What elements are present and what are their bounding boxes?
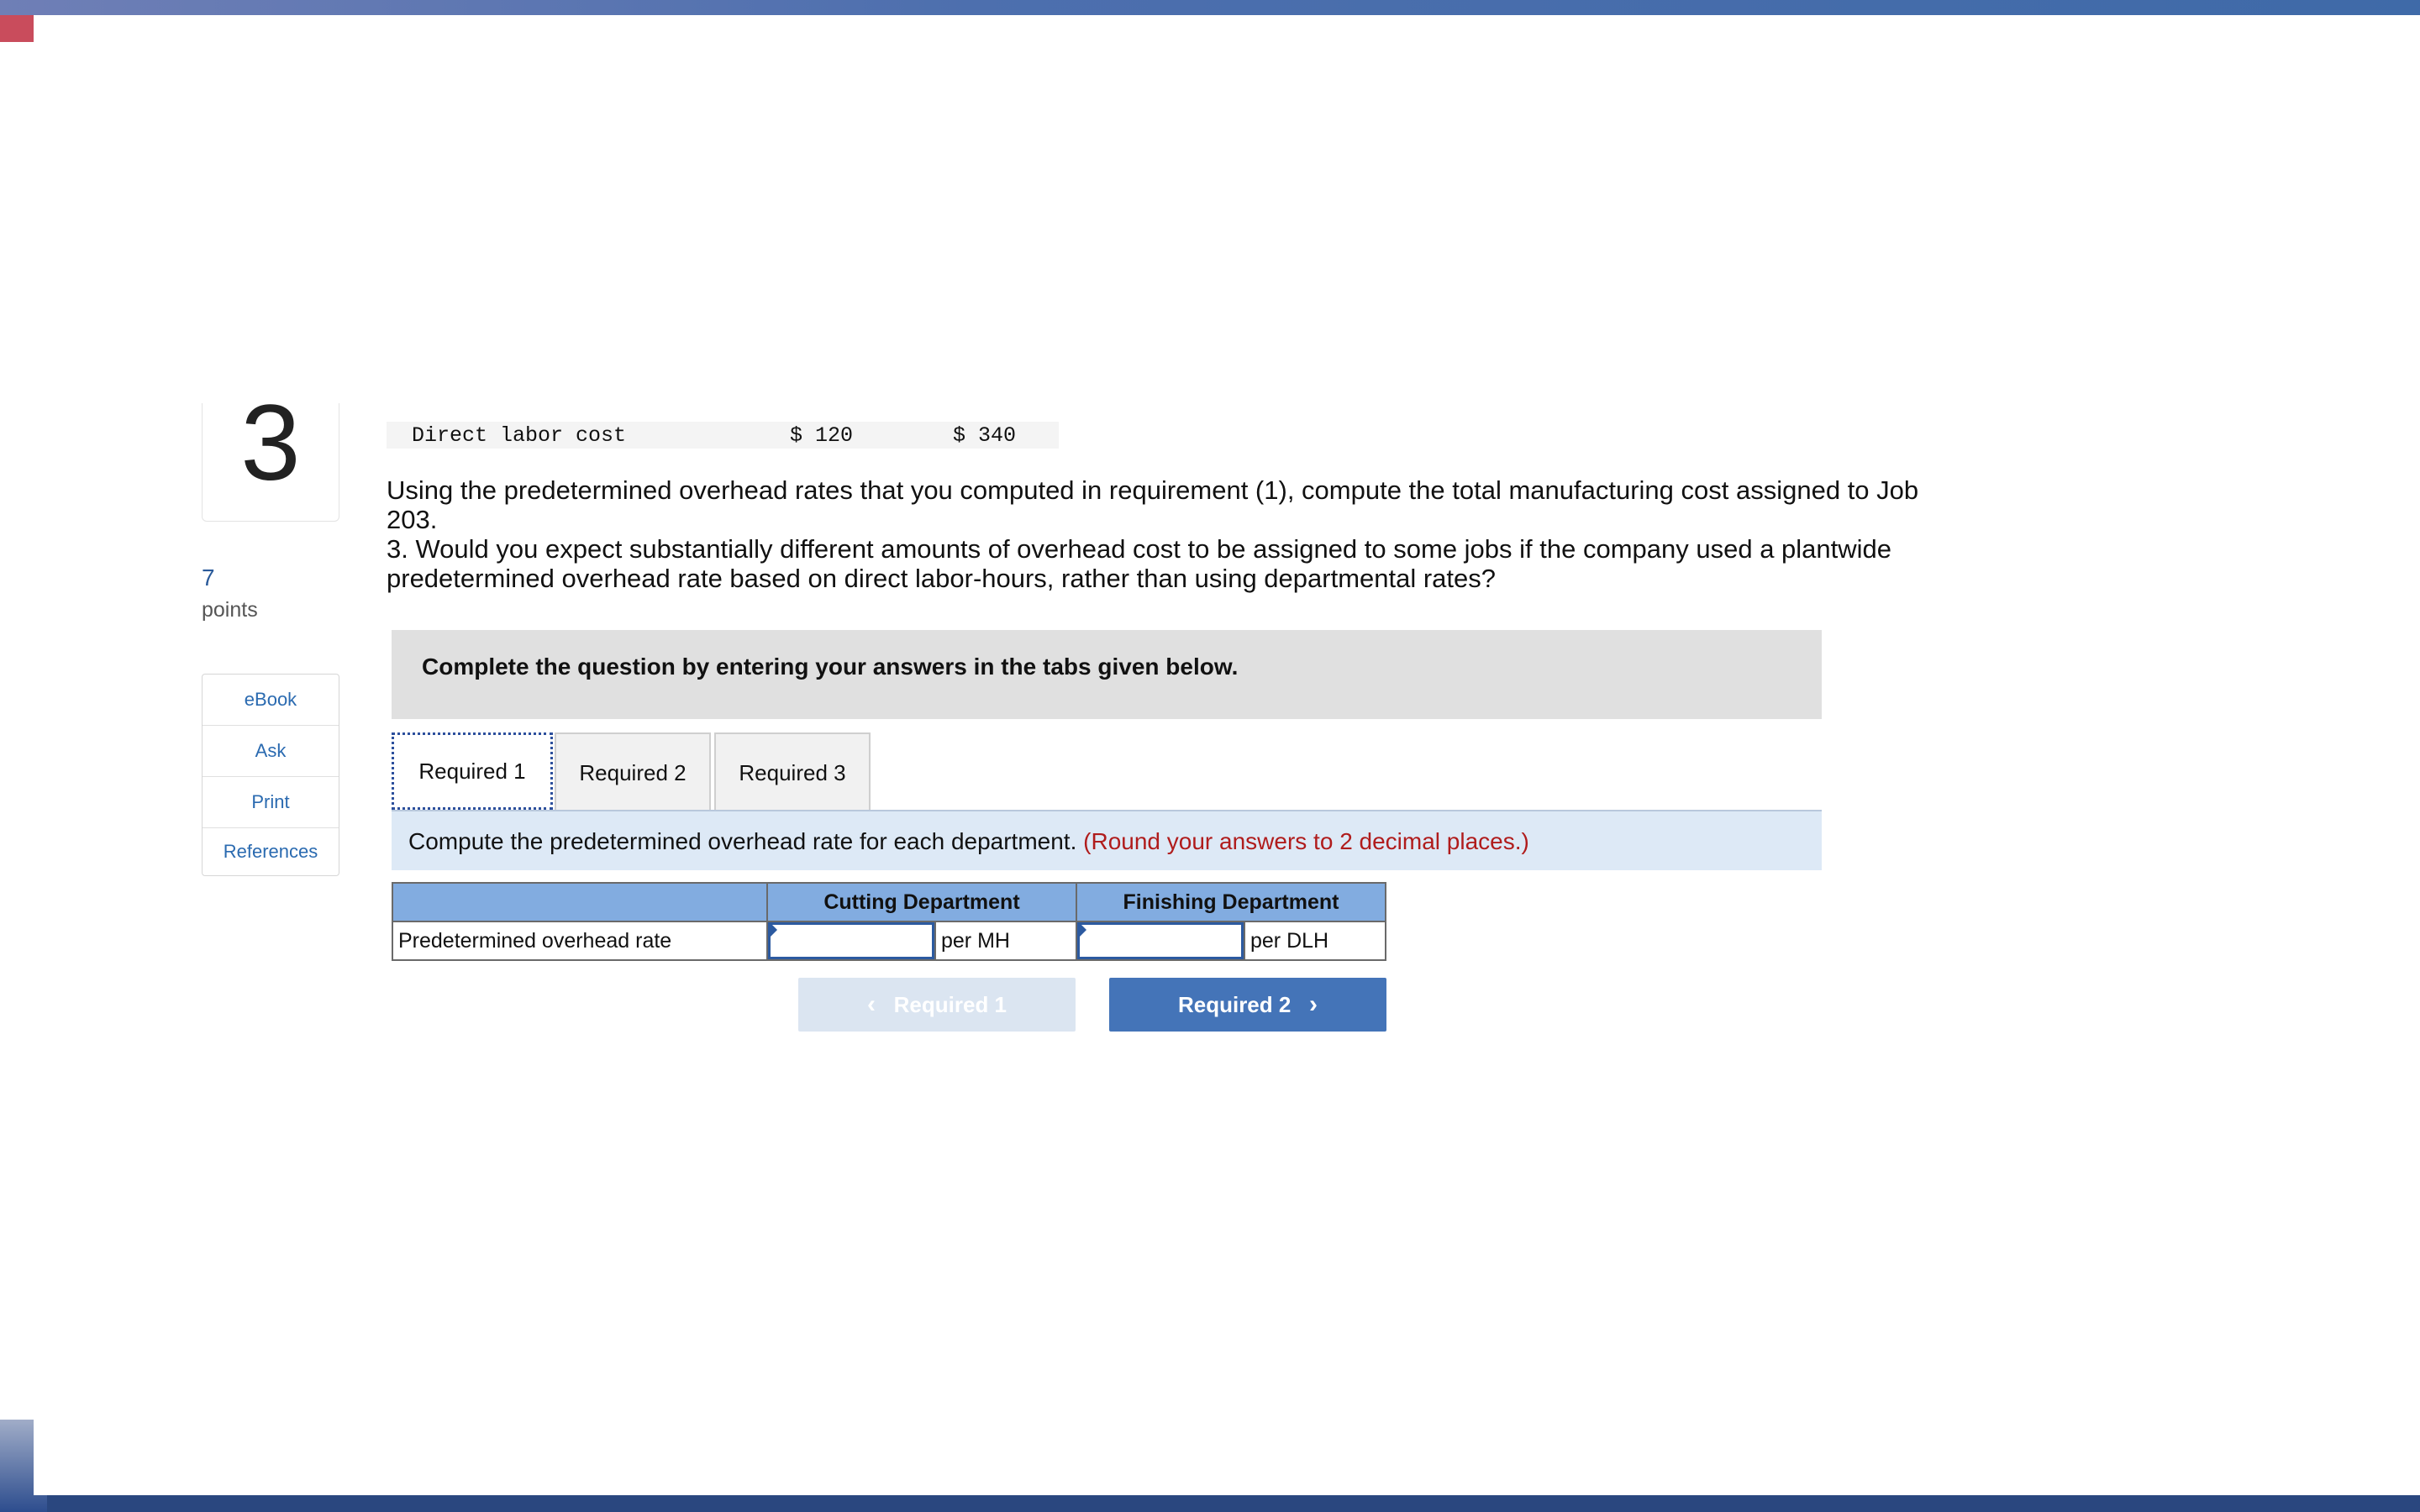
references-link[interactable]: References	[223, 841, 318, 862]
requirement-prompt: Compute the predetermined overhead rate for each department.	[408, 828, 1077, 854]
prev-button-label: Required 1	[893, 992, 1007, 1017]
next-required-button[interactable]	[1109, 978, 1386, 1032]
requirement-box	[392, 811, 1822, 870]
dock-strip	[47, 1495, 2420, 1512]
instructions-text: Complete the question by entering your answers in the tabs given below.	[422, 654, 1239, 680]
finishing-rate-input[interactable]	[1077, 922, 1244, 959]
cutting-unit: per MH	[935, 921, 1076, 960]
direct-labor-row	[387, 422, 1059, 449]
header-blank	[392, 883, 767, 921]
row-label: Direct labor cost	[412, 423, 627, 448]
prev-required-button[interactable]	[798, 978, 1076, 1032]
overhead-rate-table	[392, 882, 1386, 961]
table-header-row	[392, 883, 1386, 921]
tab-required-1[interactable]: Required 1	[392, 732, 553, 810]
requirement-text	[408, 828, 1529, 855]
question-line-2: 3. Would you expect substantially different amounts of overhead cost to be assigned to some jobs if the company used a plantwide predetermined overhead rate based on direct labor-hours, rather than using departmental rates?	[387, 534, 1892, 593]
cutting-rate-input[interactable]	[768, 922, 934, 959]
question-line-1: Using the predetermined overhead rates that you computed in requirement (1), compute the total manufacturing cost assigned to Job 203.	[387, 475, 1919, 534]
chevron-right-icon: ›	[1309, 990, 1318, 1018]
next-button-label: Required 2	[1177, 992, 1292, 1017]
ebook-link[interactable]: eBook	[203, 675, 339, 726]
print-link[interactable]: Print	[203, 777, 339, 828]
points-label: points	[202, 598, 258, 622]
table-row	[392, 921, 1386, 960]
header-cutting: Cutting Department	[767, 883, 1076, 921]
ask-link[interactable]: Ask	[203, 726, 339, 777]
tab-required-3[interactable]: Required 3	[714, 732, 871, 810]
question-text	[387, 475, 1966, 593]
tools-panel	[202, 674, 339, 876]
question-number: 3	[240, 403, 301, 503]
job-col-2-value: $ 340	[953, 423, 1017, 448]
instructions-box	[392, 630, 1822, 719]
header-finishing: Finishing Department	[1076, 883, 1386, 921]
rounding-note: (Round your answers to 2 decimal places.)	[1083, 828, 1529, 854]
chevron-left-icon: ‹	[866, 990, 876, 1018]
tab-required-2[interactable]: Required 2	[555, 732, 711, 810]
question-number-box	[202, 403, 339, 522]
rate-row-label: Predetermined overhead rate	[392, 921, 767, 960]
finishing-unit: per DLH	[1244, 921, 1386, 960]
points-value: 7	[202, 564, 215, 591]
job-col-1-value: $ 120	[790, 423, 854, 448]
mac-menu-bar	[0, 0, 2420, 15]
